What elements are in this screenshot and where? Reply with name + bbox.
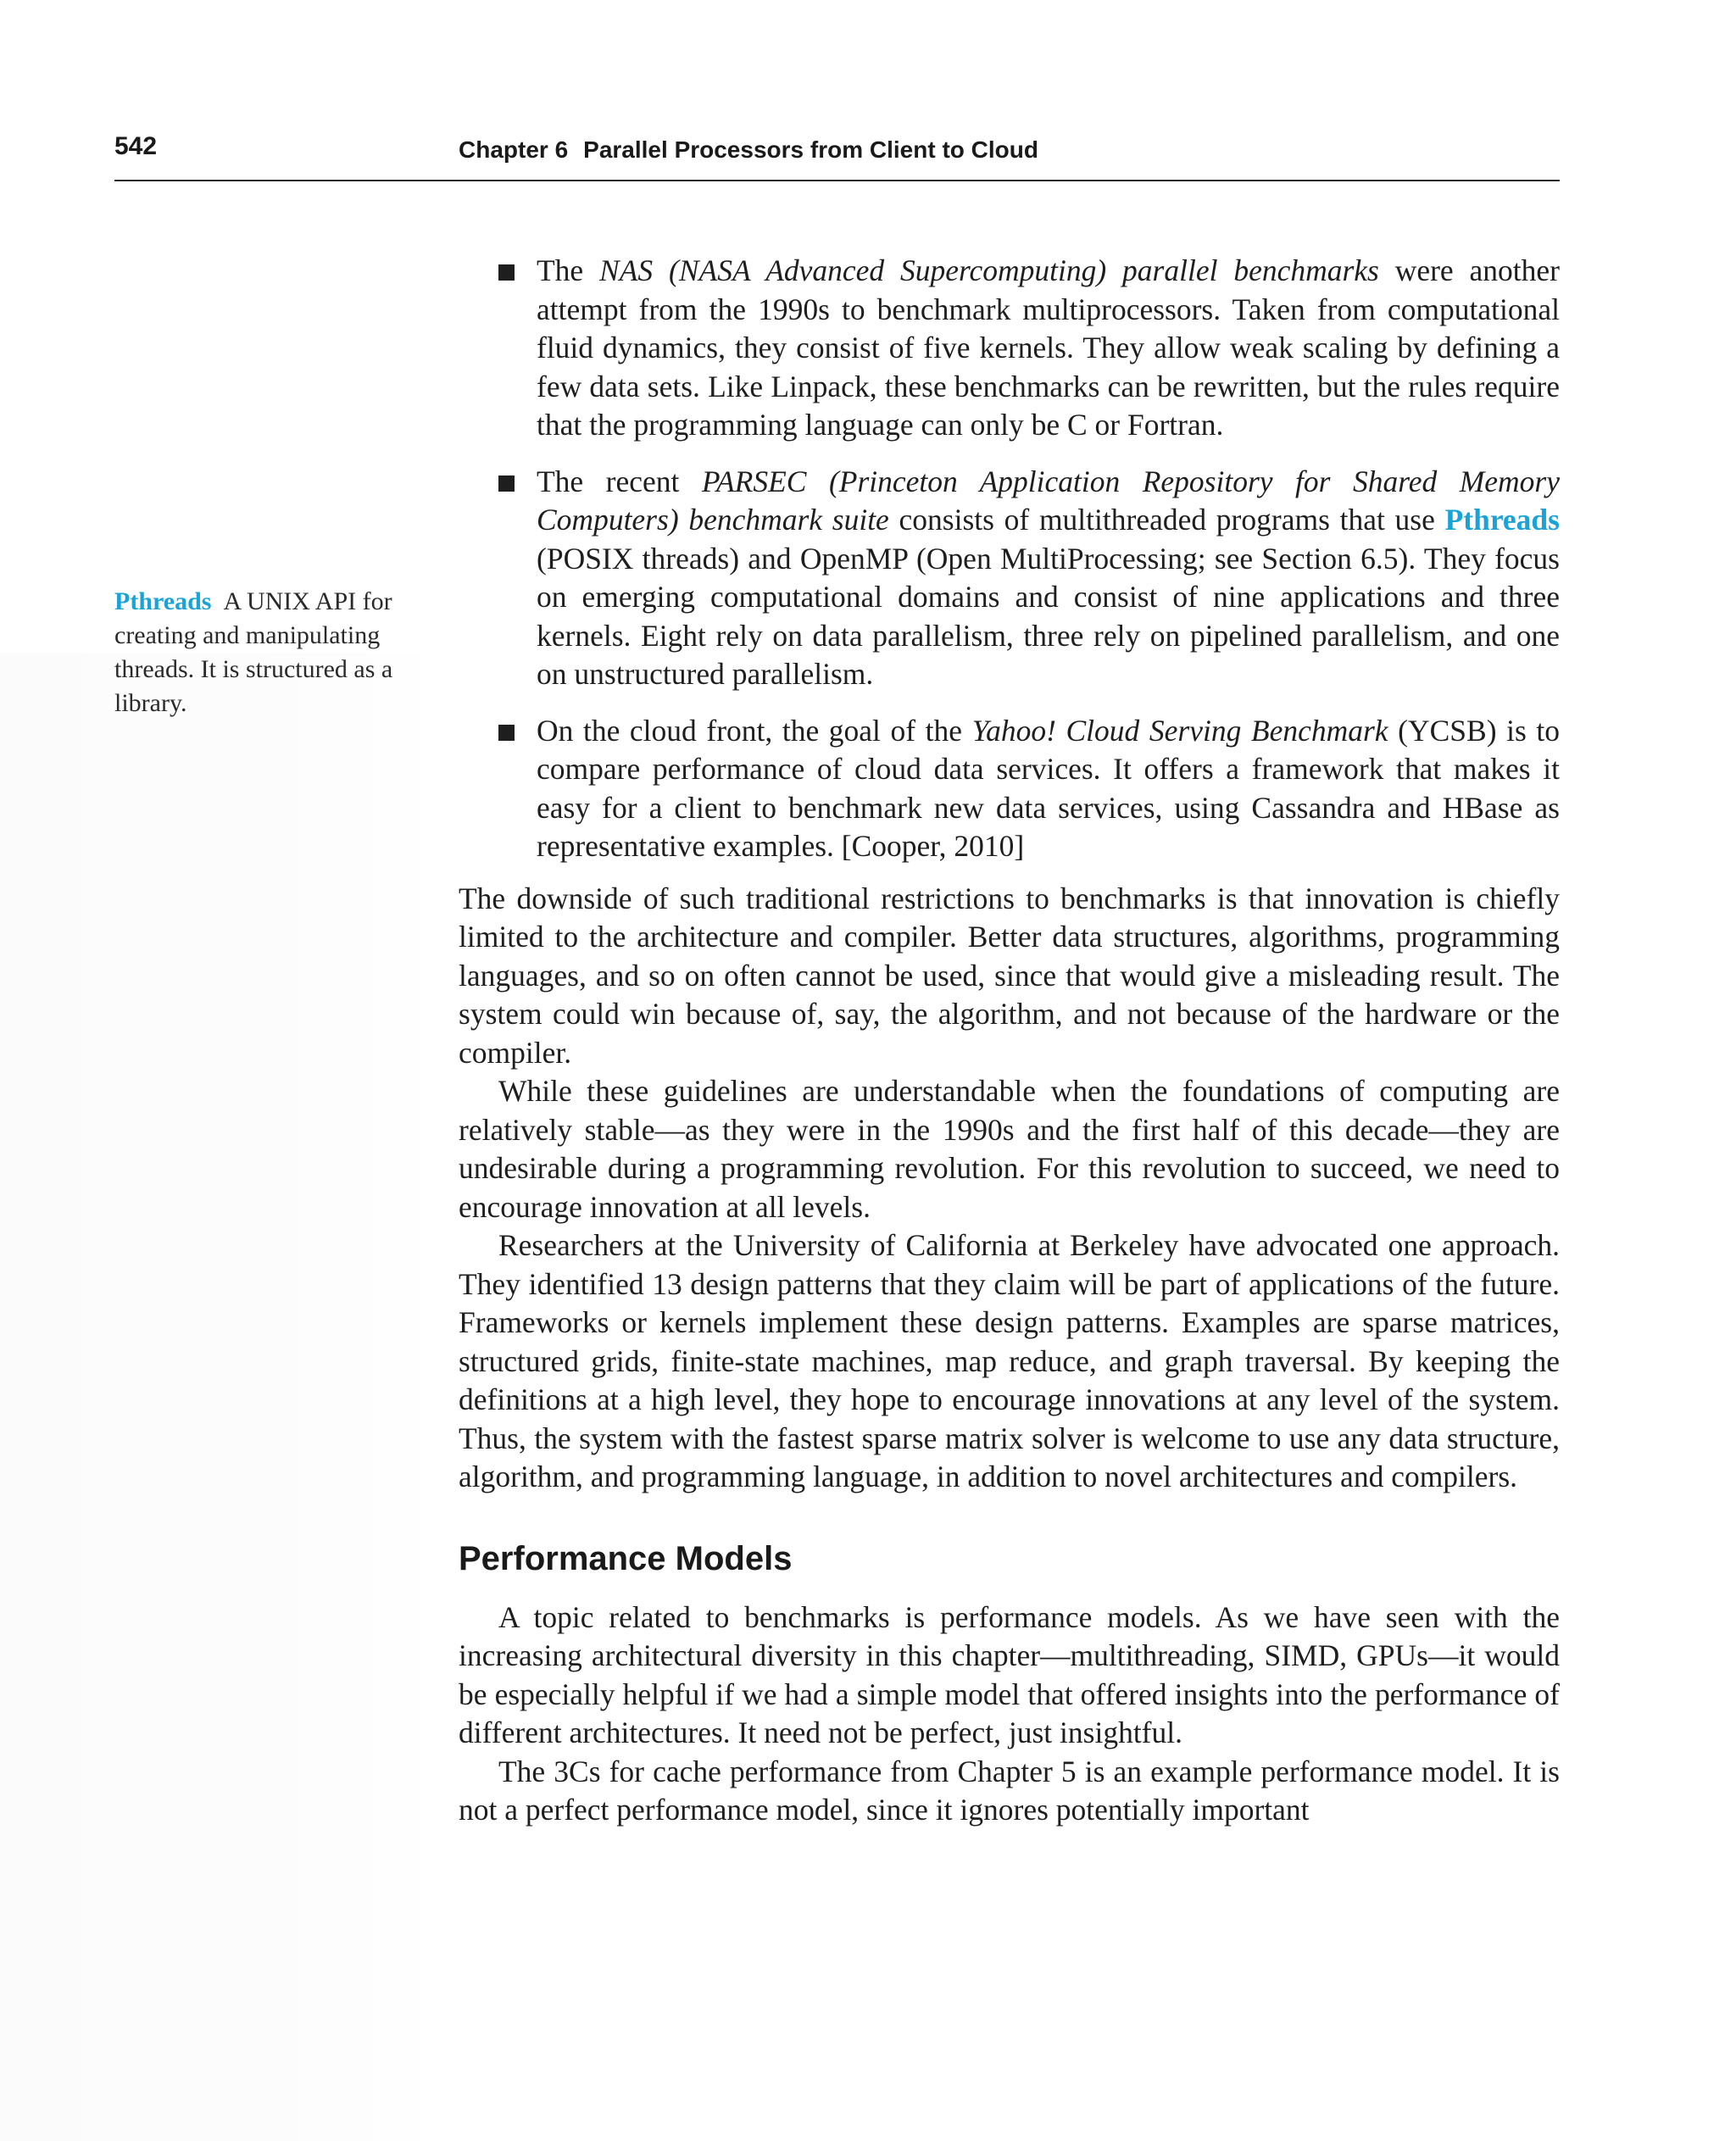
section-heading: Performance Models [459, 1539, 793, 1577]
bullet-square-icon [498, 725, 515, 741]
list-item-ycsb [459, 712, 1560, 866]
chapter-label: Chapter 6 [459, 136, 569, 163]
main-text-column [459, 252, 1560, 1830]
body-paragraph: The 3Cs for cache performance from Chapter 5 is an example performance model. It is not a perfect performance model, since it ignores potentially important [459, 1754, 1560, 1827]
chapter-title: Parallel Processors from Client to Cloud [583, 136, 1038, 163]
benchmark-list [459, 252, 1560, 866]
glossary-term: Pthreads [114, 587, 212, 615]
bullet-square-icon [498, 475, 515, 492]
bullet-italic-term: Yahoo! Cloud Serving Benchmark [971, 713, 1388, 748]
glossary-keyword: Pthreads [1444, 503, 1560, 537]
glossary-definition: A UNIX API for creating and manipulating threads. It is structured as a library. [114, 587, 393, 717]
running-head [459, 136, 1038, 164]
bullet-text: The [537, 253, 600, 287]
bullet-text: (YCSB) is to compare performance of cloud data services. It offers a framework that makes it easy for a client to benchmark new data services, using Cassandra and HBase as representative examples. [Cooper, 2010] [537, 713, 1560, 863]
header-rule [114, 180, 1560, 181]
list-item-nas [459, 252, 1560, 445]
bullet-text: The recent [537, 464, 702, 498]
bullet-italic-term: NAS (NASA Advanced Supercomputing) parallel benchmarks [599, 253, 1379, 287]
body-paragraph: While these guidelines are understandable when the foundations of computing are relatively stable—as they were in the 1990s and the first half of this decade—they are undesirable during a programming revolution. For this revolution to succeed, we need to encourage innovation at all levels. [459, 1074, 1560, 1224]
list-item-parsec [459, 463, 1560, 694]
margin-glossary-note [114, 585, 428, 720]
page-number: 542 [114, 132, 158, 160]
bullet-text: consists of multithreaded programs that use [888, 503, 1445, 537]
body-paragraph: The downside of such traditional restrictions to benchmarks is that innovation is chiefly limited to the architecture and compiler. Better data structures, algorithms, programming languages, and so on often cannot be used, since that would give a misleading result. The system could win because of, say, the algorithm, and not because of the hardware or the compiler. [459, 881, 1560, 1070]
bullet-text: On the cloud front, the goal of the [537, 713, 972, 748]
bullet-text: (POSIX threads) and OpenMP (Open MultiProcessing; see Section 6.5). They focus on emerging computational domains and consist of nine applications and three kernels. Eight rely on data parallelism, three rely on pipelined parallelism, and one on unstructured parallelism. [537, 541, 1560, 691]
bullet-text: were another attempt from the 1990s to benchmark multiprocessors. Taken from computational fluid dynamics, they consist of five kernels. They allow weak scaling by defining a few data sets. Like Linpack, these benchmarks can be rewritten, but the rules require that the programming language can only be C or Fortran. [537, 253, 1560, 442]
body-paragraph: Researchers at the University of California at Berkeley have advocated one approach. They identified 13 design patterns that they claim will be part of applications of the future. Frameworks or kernels implement these design patterns. Examples are sparse matrices, structured grids, finite-state machines, map reduce, and graph traversal. By keeping the definitions at a high level, they hope to encourage innovations at any level of the system. Thus, the system with the fastest sparse matrix solver is welcome to use any data structure, algorithm, and programming language, in addition to novel architectures and compilers. [459, 1228, 1560, 1493]
body-paragraph: A topic related to benchmarks is performance models. As we have seen with the increasing architectural diversity in this chapter—multithreading, SIMD, GPUs—it would be especially helpful if we had a simple model that offered insights into the performance of different architectures. It need not be perfect, just insightful. [459, 1599, 1560, 1749]
bullet-italic-term: PARSEC (Princeton Application Repository for Shared Memory Computers) benchmark suite [537, 464, 1560, 537]
bullet-square-icon [498, 264, 515, 281]
margin-shading [0, 653, 441, 2141]
